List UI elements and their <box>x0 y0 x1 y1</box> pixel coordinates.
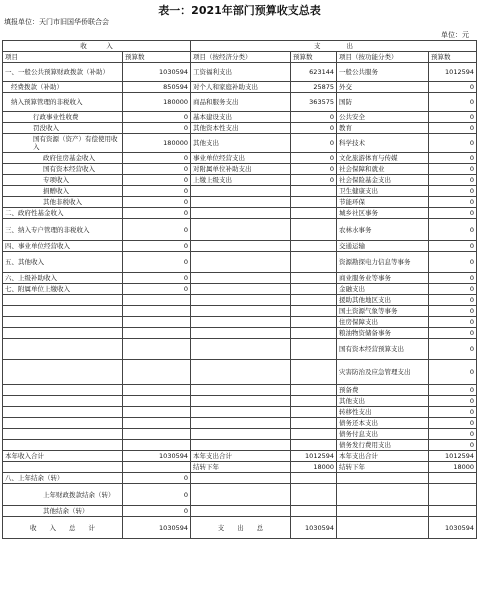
income-item <box>3 360 123 385</box>
income-value: 180000 <box>123 134 191 153</box>
income-item: 国有资本经营收入 <box>3 164 123 175</box>
income-item <box>3 295 123 306</box>
econ-item <box>191 339 291 360</box>
empty-cell <box>337 473 429 484</box>
func-item: 其他支出 <box>337 396 429 407</box>
table-row <box>3 407 477 418</box>
income-value <box>123 385 191 396</box>
func-item: 援助其他地区支出 <box>337 295 429 306</box>
empty-cell <box>191 473 291 484</box>
income-value: 180000 <box>123 93 191 112</box>
econ-item: 商品和服务支出 <box>191 93 291 112</box>
func-value: 0 <box>429 396 477 407</box>
income-item: 一、一般公共预算财政拨款（补助） <box>3 63 123 82</box>
func-item: 交通运输 <box>337 241 429 252</box>
func-item: 外交 <box>337 82 429 93</box>
func-value: 0 <box>429 273 477 284</box>
table-row <box>3 186 477 197</box>
income-value: 0 <box>123 219 191 241</box>
table-row <box>3 328 477 339</box>
income-item: 七、附属单位上缴收入 <box>3 284 123 295</box>
table-row <box>3 112 477 123</box>
econ-item <box>191 306 291 317</box>
budget-table <box>2 40 477 539</box>
econ-item: 其他支出 <box>191 134 291 153</box>
income-value <box>123 429 191 440</box>
table-row <box>3 440 477 451</box>
econ-item <box>191 252 291 273</box>
econ-value <box>291 317 337 328</box>
func-item: 资源勘探电力信息等事务 <box>337 252 429 273</box>
col-econ: 项目（按经济分类） <box>191 52 291 63</box>
income-item <box>3 440 123 451</box>
table-row <box>3 273 477 284</box>
income-item <box>3 418 123 429</box>
empty-cell <box>291 473 337 484</box>
income-value: 1030594 <box>123 63 191 82</box>
expense-header: 支 出 <box>191 41 477 52</box>
income-value: 0 <box>123 252 191 273</box>
econ-item <box>191 328 291 339</box>
func-value: 0 <box>429 153 477 164</box>
func-value: 0 <box>429 339 477 360</box>
func-item: 国有资本经营预算支出 <box>337 339 429 360</box>
table-row <box>3 164 477 175</box>
prior-label: 其他结余（转） <box>3 506 123 517</box>
func-value: 0 <box>429 407 477 418</box>
table-row <box>3 284 477 295</box>
income-item: 五、其他收入 <box>3 252 123 273</box>
econ-item <box>191 241 291 252</box>
income-value <box>123 396 191 407</box>
income-value <box>123 407 191 418</box>
econ-value: 0 <box>291 112 337 123</box>
func-value: 0 <box>429 197 477 208</box>
econ-value: 0 <box>291 153 337 164</box>
income-item: 国有资源（资产）有偿使用收入 <box>3 134 123 153</box>
func-value: 0 <box>429 93 477 112</box>
econ-item <box>191 317 291 328</box>
table-row <box>3 175 477 186</box>
income-value: 0 <box>123 112 191 123</box>
prior-row <box>3 473 477 484</box>
econ-item <box>191 385 291 396</box>
econ-total-label: 本年支出合计 <box>191 451 291 462</box>
econ-item <box>191 429 291 440</box>
income-item: 经费拨款（补助） <box>3 82 123 93</box>
econ-value <box>291 208 337 219</box>
econ-value: 623144 <box>291 63 337 82</box>
econ-item <box>191 407 291 418</box>
income-total-value: 1030594 <box>123 451 191 462</box>
income-value <box>123 339 191 360</box>
econ-value <box>291 219 337 241</box>
func-item: 科学技术 <box>337 134 429 153</box>
econ-value <box>291 306 337 317</box>
econ-value: 363575 <box>291 93 337 112</box>
econ-item <box>191 273 291 284</box>
func-item: 转移性支出 <box>337 407 429 418</box>
func-total-value: 1012594 <box>429 451 477 462</box>
econ-item <box>191 197 291 208</box>
econ-item <box>191 396 291 407</box>
income-item: 罚没收入 <box>3 123 123 134</box>
func-value: 0 <box>429 134 477 153</box>
income-item: 其他非税收入 <box>3 197 123 208</box>
func-carry-label: 结转下年 <box>337 462 429 473</box>
table-row <box>3 134 477 153</box>
econ-item <box>191 295 291 306</box>
org-label: 填报单位：天门市旧国华侨联合会 <box>4 18 109 26</box>
income-value <box>123 360 191 385</box>
income-value <box>123 306 191 317</box>
prior-label: 上年财政拨款结余（转） <box>3 484 123 506</box>
econ-value <box>291 396 337 407</box>
col-func-budget: 预算数 <box>429 52 477 63</box>
empty-cell <box>191 484 291 506</box>
table-row <box>3 197 477 208</box>
income-total-label: 本年收入合计 <box>3 451 123 462</box>
grand-func-value: 1030594 <box>429 517 477 539</box>
empty-cell <box>337 517 429 539</box>
func-item: 预备费 <box>337 385 429 396</box>
empty-cell <box>291 484 337 506</box>
income-item <box>3 429 123 440</box>
income-item <box>3 385 123 396</box>
empty-cell <box>337 506 429 517</box>
table-row <box>3 385 477 396</box>
income-value: 0 <box>123 123 191 134</box>
table-row <box>3 241 477 252</box>
func-value: 0 <box>429 306 477 317</box>
empty-cell <box>291 506 337 517</box>
income-value: 0 <box>123 175 191 186</box>
prior-label: 八、上年结余（转） <box>3 473 123 484</box>
func-item: 住房保障支出 <box>337 317 429 328</box>
income-header: 收 入 <box>3 41 191 52</box>
col-item: 项目 <box>3 52 123 63</box>
econ-carry-label: 结转下年 <box>191 462 291 473</box>
income-value: 0 <box>123 153 191 164</box>
econ-value <box>291 440 337 451</box>
econ-item <box>191 208 291 219</box>
econ-total-value: 1012594 <box>291 451 337 462</box>
func-item: 社会保障和就业 <box>337 164 429 175</box>
empty-cell <box>123 462 191 473</box>
econ-value <box>291 407 337 418</box>
income-item: 二、政府性基金收入 <box>3 208 123 219</box>
income-value <box>123 328 191 339</box>
econ-value: 0 <box>291 134 337 153</box>
econ-value <box>291 385 337 396</box>
func-value: 0 <box>429 385 477 396</box>
table-row <box>3 153 477 164</box>
income-value: 0 <box>123 273 191 284</box>
income-value <box>123 295 191 306</box>
table-row <box>3 252 477 273</box>
econ-value: 25875 <box>291 82 337 93</box>
func-value: 0 <box>429 284 477 295</box>
income-item: 政府住房基金收入 <box>3 153 123 164</box>
func-value: 0 <box>429 112 477 123</box>
func-item: 债务付息支出 <box>337 429 429 440</box>
income-value <box>123 440 191 451</box>
income-item <box>3 306 123 317</box>
econ-value <box>291 295 337 306</box>
header-row-1 <box>3 41 477 52</box>
empty-cell <box>429 473 477 484</box>
col-econ-budget: 预算数 <box>291 52 337 63</box>
econ-value: 0 <box>291 164 337 175</box>
econ-value: 0 <box>291 123 337 134</box>
income-item <box>3 317 123 328</box>
func-value: 0 <box>429 440 477 451</box>
income-item: 行政事业性收费 <box>3 112 123 123</box>
table-row <box>3 306 477 317</box>
econ-value <box>291 360 337 385</box>
income-item <box>3 407 123 418</box>
empty-cell <box>3 462 123 473</box>
func-value: 0 <box>429 317 477 328</box>
prior-value: 0 <box>123 506 191 517</box>
income-value: 0 <box>123 241 191 252</box>
empty-cell <box>429 484 477 506</box>
table-row <box>3 360 477 385</box>
grand-expense-value: 1030594 <box>291 517 337 539</box>
func-value: 0 <box>429 219 477 241</box>
col-budget: 预算数 <box>123 52 191 63</box>
func-carry-value: 18000 <box>429 462 477 473</box>
table-row <box>3 63 477 82</box>
func-value: 0 <box>429 360 477 385</box>
econ-item: 其他资本性支出 <box>191 123 291 134</box>
econ-item <box>191 219 291 241</box>
func-item: 公共安全 <box>337 112 429 123</box>
unit-label: 单位：元 <box>441 31 469 39</box>
econ-item: 对个人和家庭补助支出 <box>191 82 291 93</box>
income-value: 0 <box>123 197 191 208</box>
income-value: 850594 <box>123 82 191 93</box>
func-value: 0 <box>429 418 477 429</box>
table-row <box>3 123 477 134</box>
func-value: 0 <box>429 295 477 306</box>
func-total-label: 本年支出合计 <box>337 451 429 462</box>
func-value: 0 <box>429 208 477 219</box>
func-item: 债务还本支出 <box>337 418 429 429</box>
func-item: 国防 <box>337 93 429 112</box>
income-value: 0 <box>123 284 191 295</box>
carry-row <box>3 462 477 473</box>
grand-income-value: 1030594 <box>123 517 191 539</box>
table-row <box>3 295 477 306</box>
econ-value <box>291 284 337 295</box>
table-row <box>3 93 477 112</box>
econ-item: 上缴上级支出 <box>191 175 291 186</box>
econ-item: 事业单位经营支出 <box>191 153 291 164</box>
totals-row <box>3 451 477 462</box>
econ-value <box>291 186 337 197</box>
econ-value <box>291 197 337 208</box>
func-value: 0 <box>429 164 477 175</box>
func-item: 金融支出 <box>337 284 429 295</box>
econ-item <box>191 186 291 197</box>
income-item <box>3 328 123 339</box>
income-value <box>123 418 191 429</box>
func-value: 0 <box>429 252 477 273</box>
econ-value <box>291 273 337 284</box>
income-item: 纳入预算管理的非税收入 <box>3 93 123 112</box>
page-title: 表一：2021年部门预算收支总表 <box>158 4 321 17</box>
econ-value <box>291 418 337 429</box>
header-row-2 <box>3 52 477 63</box>
grand-total-row <box>3 517 477 539</box>
grand-income-label: 收 入 总 计 <box>3 517 123 539</box>
income-value: 0 <box>123 164 191 175</box>
econ-value <box>291 241 337 252</box>
table-row <box>3 396 477 407</box>
table-row <box>3 219 477 241</box>
table-row <box>3 317 477 328</box>
func-item: 社会保险基金支出 <box>337 175 429 186</box>
econ-value <box>291 429 337 440</box>
func-value: 0 <box>429 175 477 186</box>
func-item: 节能环保 <box>337 197 429 208</box>
func-item: 国土资源气象等事务 <box>337 306 429 317</box>
table-row <box>3 418 477 429</box>
prior-value: 0 <box>123 473 191 484</box>
func-item: 商业服务业等事务 <box>337 273 429 284</box>
income-item <box>3 339 123 360</box>
table-row <box>3 82 477 93</box>
func-value: 0 <box>429 328 477 339</box>
func-item: 城乡社区事务 <box>337 208 429 219</box>
func-value: 0 <box>429 123 477 134</box>
table-row <box>3 429 477 440</box>
table-row <box>3 339 477 360</box>
func-item: 教育 <box>337 123 429 134</box>
econ-value <box>291 339 337 360</box>
econ-value <box>291 328 337 339</box>
func-item: 一般公共服务 <box>337 63 429 82</box>
econ-item: 对附属单位补助支出 <box>191 164 291 175</box>
func-item: 卫生健康支出 <box>337 186 429 197</box>
func-item: 农林水事务 <box>337 219 429 241</box>
prior-row <box>3 506 477 517</box>
empty-cell <box>337 484 429 506</box>
func-item: 文化旅游体育与传媒 <box>337 153 429 164</box>
func-item: 粮油物资储备事务 <box>337 328 429 339</box>
econ-value <box>291 252 337 273</box>
econ-item: 基本建设支出 <box>191 112 291 123</box>
income-item: 四、事业单位经营收入 <box>3 241 123 252</box>
income-item: 三、纳入专户管理的非税收入 <box>3 219 123 241</box>
grand-expense-label: 支 出 总 <box>191 517 291 539</box>
empty-cell <box>429 506 477 517</box>
econ-carry-value: 18000 <box>291 462 337 473</box>
econ-item: 工资福利支出 <box>191 63 291 82</box>
func-value: 1012594 <box>429 63 477 82</box>
econ-item <box>191 440 291 451</box>
econ-item <box>191 418 291 429</box>
income-item: 六、上级补助收入 <box>3 273 123 284</box>
income-item <box>3 396 123 407</box>
prior-row <box>3 484 477 506</box>
econ-value: 0 <box>291 175 337 186</box>
econ-item <box>191 360 291 385</box>
table-row <box>3 208 477 219</box>
econ-item <box>191 284 291 295</box>
prior-value: 0 <box>123 484 191 506</box>
func-value: 0 <box>429 241 477 252</box>
func-value: 0 <box>429 82 477 93</box>
func-value: 0 <box>429 186 477 197</box>
func-item: 灾害防治及应急管理支出 <box>337 360 429 385</box>
empty-cell <box>191 506 291 517</box>
income-item: 专项收入 <box>3 175 123 186</box>
income-value: 0 <box>123 186 191 197</box>
income-item: 捐赠收入 <box>3 186 123 197</box>
income-value <box>123 317 191 328</box>
col-func: 项目（按功能分类） <box>337 52 429 63</box>
income-value: 0 <box>123 208 191 219</box>
func-value: 0 <box>429 429 477 440</box>
func-item: 债务发行费用支出 <box>337 440 429 451</box>
